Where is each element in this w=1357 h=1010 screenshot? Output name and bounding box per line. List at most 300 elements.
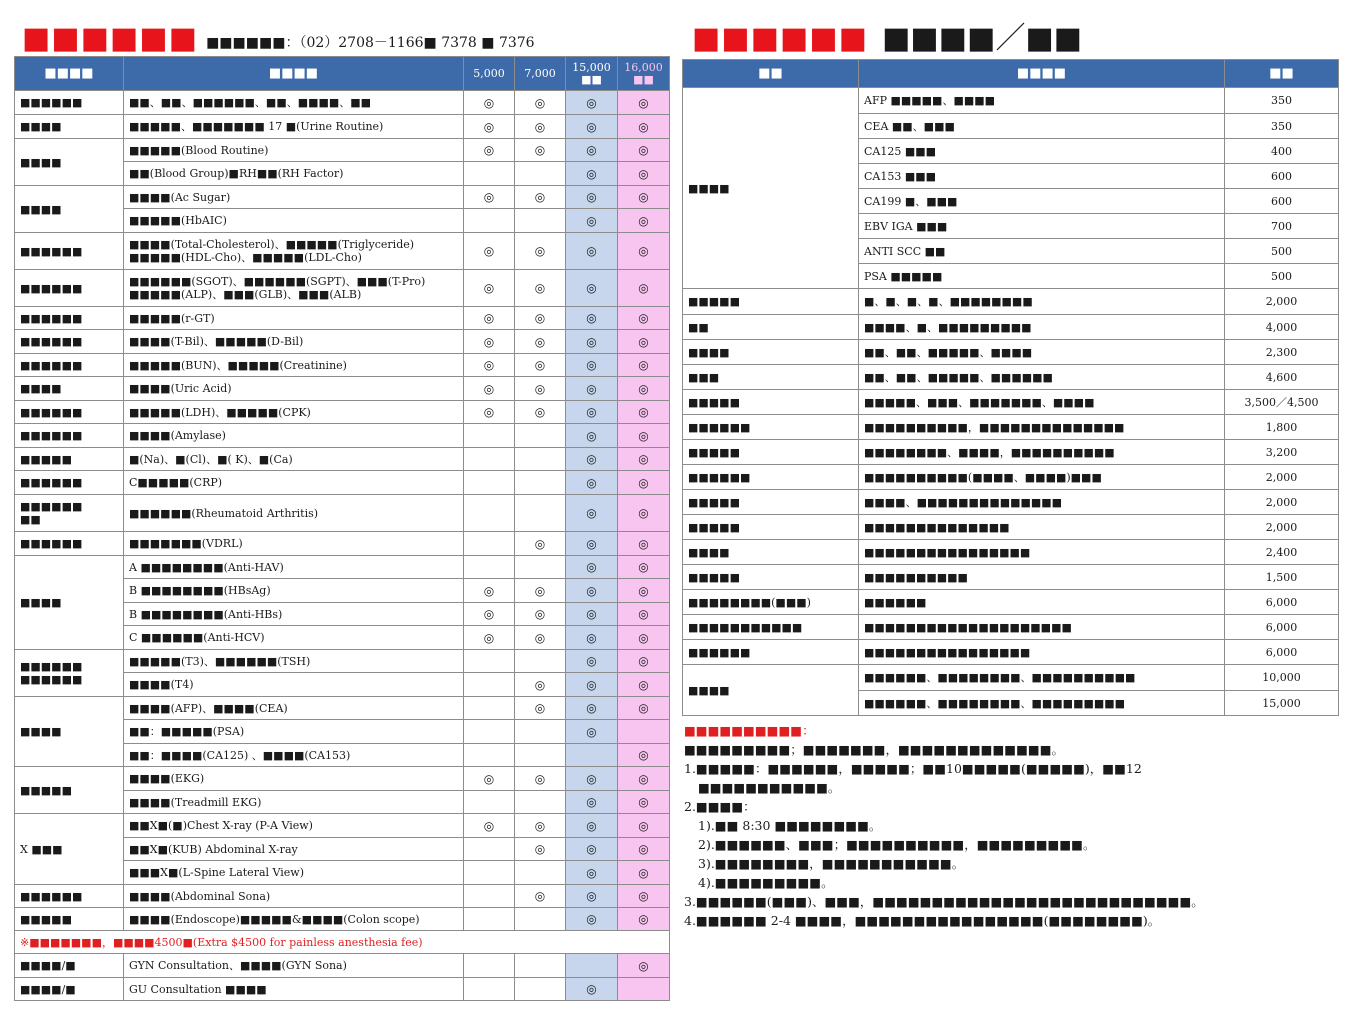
mark-5000: ◎: [464, 186, 515, 209]
mark-15000: ◎: [566, 556, 618, 579]
optional-item-cell: ■■■■■、■■■、■■■■■■■、■■■■: [859, 390, 1225, 415]
col-header-15000-price: 15,000: [572, 60, 611, 74]
mark-15000: ◎: [566, 115, 618, 139]
table-row: [683, 390, 1339, 415]
fee-cell: 600: [1225, 164, 1339, 189]
fee-cell: 6,000: [1225, 590, 1339, 615]
category-cell: [15, 424, 124, 448]
mark-7000: ◎: [515, 115, 566, 139]
mark-5000: [464, 978, 515, 1001]
mark-7000: [515, 720, 566, 744]
mark-16000: ◎: [618, 471, 670, 495]
exam-item-label: C■■■■■(CRP): [129, 476, 223, 489]
exam-item-label: ■■■■(Abdominal Sona): [129, 889, 271, 903]
mark-5000: [464, 838, 515, 861]
category-label: ■■■■■: [20, 912, 72, 926]
mark-15000: ◎: [566, 377, 618, 401]
category-label: ■■■■■■: [20, 281, 83, 295]
mark-5000: ◎: [464, 579, 515, 603]
optional-item-cell: ■■■■■■■■、■■■■，■■■■■■■■■■: [859, 440, 1225, 465]
col-header-5000: 5,000: [464, 57, 515, 91]
optional-item-cell: ■■■■■■、■■■■■■■■、■■■■■■■■■: [859, 691, 1225, 716]
col-header-category: ■■■■: [15, 57, 124, 91]
exam-item-cell: [124, 720, 464, 744]
mark-7000: ◎: [515, 233, 566, 270]
mark-5000: [464, 720, 515, 744]
mark-5000: [464, 556, 515, 579]
mark-15000: ◎: [566, 330, 618, 354]
mark-7000: [515, 162, 566, 186]
optional-items-table: [682, 59, 1339, 716]
mark-15000: [566, 954, 618, 978]
notes-item-2-2: 2).■■■■■■、■■■；■■■■■■■■■■，■■■■■■■■■。: [698, 837, 1096, 852]
exam-item-label: A ■■■■■■■■(Anti-HAV): [129, 560, 284, 574]
mark-7000: ◎: [515, 377, 566, 401]
exam-item-cell: [124, 861, 464, 885]
mark-16000: ◎: [618, 139, 670, 162]
mark-7000: ◎: [515, 139, 566, 162]
category-label: ■■■■■■: [20, 500, 83, 513]
mark-5000: [464, 532, 515, 556]
exam-item-cell: [124, 330, 464, 354]
fee-cell: 15,000: [1225, 691, 1339, 716]
col-header-16000-sub: ■■: [633, 72, 654, 86]
mark-16000: ◎: [618, 532, 670, 556]
category-label: ■■■■■: [20, 452, 72, 466]
optional-category-cell: ■■■■■■■■(■■■): [683, 590, 859, 615]
exam-item-cell: [124, 838, 464, 861]
right-col-header-item: ■■: [683, 60, 859, 88]
category-cell: [15, 814, 124, 885]
table-row: [15, 495, 670, 532]
mark-5000: [464, 650, 515, 673]
exam-item-label: B ■■■■■■■■(HBsAg): [129, 584, 271, 597]
optional-item-cell: ■■■■、■、■■■■■■■■■: [859, 315, 1225, 340]
optional-item-cell: ANTI SCC ■■: [859, 239, 1225, 264]
table-row: [15, 401, 670, 424]
mark-7000: ◎: [515, 354, 566, 377]
optional-item-cell: CA199 ■、■■■: [859, 189, 1225, 214]
category-label: ■■■■■■: [20, 429, 83, 442]
mark-15000: ◎: [566, 814, 618, 838]
table-row: [15, 377, 670, 401]
notes-item-2-4: 4).■■■■■■■■■。: [698, 875, 834, 890]
col-header-15000-sub: ■■: [581, 72, 602, 86]
category-label: ■■■■■■: [20, 358, 83, 372]
mark-15000: ◎: [566, 233, 618, 270]
category-cell: [15, 377, 124, 401]
mark-7000: [515, 209, 566, 233]
exam-package-table: [14, 56, 670, 1001]
mark-16000: ◎: [618, 330, 670, 354]
exam-item-label: ■■■■■■(Rheumatoid Arthritis): [129, 506, 319, 520]
exam-item-cell: [124, 603, 464, 626]
mark-15000: ◎: [566, 767, 618, 791]
mark-15000: ◎: [566, 603, 618, 626]
mark-7000: ◎: [515, 814, 566, 838]
category-cell: [15, 471, 124, 495]
exam-item-label: ■■■■■(BUN)、■■■■■(Creatinine): [129, 358, 347, 372]
table-row: [683, 540, 1339, 565]
category-cell: [15, 885, 124, 908]
table-row: [15, 471, 670, 495]
mark-16000: ◎: [618, 270, 670, 307]
optional-item-cell: ■■■■■■■■■■: [859, 565, 1225, 590]
optional-item-cell: EBV IGA ■■■: [859, 214, 1225, 239]
mark-16000: ◎: [618, 401, 670, 424]
exam-item-label: ■■、■■、■■■■■■、■■、■■■■、■■: [129, 96, 372, 109]
exam-item-cell: [124, 186, 464, 209]
optional-item-cell: ■■■■■■: [859, 590, 1225, 615]
exam-item-cell: [124, 91, 464, 115]
mark-5000: ◎: [464, 330, 515, 354]
category-label: ■■■■/■: [20, 959, 76, 972]
mark-7000: [515, 650, 566, 673]
table-row: [683, 440, 1339, 465]
mark-7000: ◎: [515, 885, 566, 908]
mark-5000: ◎: [464, 91, 515, 115]
table-row: [15, 556, 670, 579]
mark-16000: ◎: [618, 861, 670, 885]
category-label: ■■■■■■: [20, 405, 83, 419]
category-cell: [15, 354, 124, 377]
mark-15000: ◎: [566, 448, 618, 471]
optional-category-cell: ■■■■■: [683, 289, 859, 315]
category-label: ■■■■: [20, 120, 62, 133]
mark-5000: [464, 861, 515, 885]
mark-16000: ◎: [618, 908, 670, 931]
table-row: [15, 307, 670, 330]
mark-7000: [515, 791, 566, 814]
exam-item-label: ■■■■(AFP)、■■■■(CEA): [129, 701, 288, 715]
mark-5000: [464, 209, 515, 233]
mark-16000: ◎: [618, 650, 670, 673]
fee-cell: 6,000: [1225, 640, 1339, 665]
mark-7000: [515, 424, 566, 448]
category-cell: [15, 697, 124, 767]
mark-15000: ◎: [566, 307, 618, 330]
left-page-title: ■■■■■■: [22, 21, 199, 56]
category-label: ■■■■■■: [20, 889, 83, 903]
optional-item-cell: ■■■■■■、■■■■■■■■、■■■■■■■■■■: [859, 665, 1225, 691]
mark-5000: ◎: [464, 377, 515, 401]
fee-cell: 350: [1225, 114, 1339, 139]
optional-category-cell: ■■■: [683, 365, 859, 390]
table-row: [683, 289, 1339, 315]
mark-16000: ◎: [618, 885, 670, 908]
mark-16000: ◎: [618, 838, 670, 861]
exam-item-label: ■■■■(T4): [129, 678, 194, 691]
fee-cell: 2,300: [1225, 340, 1339, 365]
col-header-content: ■■■■: [124, 57, 464, 91]
table-row: [683, 340, 1339, 365]
mark-16000: ◎: [618, 448, 670, 471]
mark-15000: ◎: [566, 978, 618, 1001]
mark-7000: ◎: [515, 767, 566, 791]
mark-16000: ◎: [618, 233, 670, 270]
mark-7000: [515, 861, 566, 885]
exam-item-label: ■■■X■(L-Spine Lateral View): [129, 866, 305, 879]
mark-15000: ◎: [566, 885, 618, 908]
exam-item-label: ■■■■■(LDH)、■■■■■(CPK): [129, 405, 311, 419]
mark-16000: ◎: [618, 556, 670, 579]
mark-15000: ◎: [566, 697, 618, 720]
table-row: [15, 330, 670, 354]
mark-15000: [566, 744, 618, 767]
optional-category-cell: ■■■■: [683, 540, 859, 565]
exam-item-cell: [124, 270, 464, 307]
table-row: [683, 415, 1339, 440]
mark-5000: ◎: [464, 233, 515, 270]
optional-category-cell: ■■■■■: [683, 515, 859, 540]
mark-16000: [618, 720, 670, 744]
fee-cell: 2,000: [1225, 490, 1339, 515]
optional-item-cell: ■■■■■■■■■■■■■■■■■■■■: [859, 615, 1225, 640]
exam-item-label-line2: ■■■■■(HDL-Cho)、■■■■■(LDL-Cho): [129, 251, 362, 264]
optional-category-cell: ■■■■■■: [683, 465, 859, 490]
table-row: [683, 665, 1339, 691]
fee-cell: 10,000: [1225, 665, 1339, 691]
mark-5000: ◎: [464, 270, 515, 307]
mark-16000: ◎: [618, 954, 670, 978]
mark-15000: ◎: [566, 354, 618, 377]
notes-item-2-3: 3).■■■■■■■■，■■■■■■■■■■■。: [698, 856, 965, 871]
mark-15000: ◎: [566, 626, 618, 650]
exam-item-label: ■■(Blood Group)■RH■■(RH Factor): [129, 167, 344, 180]
mark-15000: ◎: [566, 720, 618, 744]
category-cell: [15, 556, 124, 650]
table-row: [15, 115, 670, 139]
mark-15000: ◎: [566, 424, 618, 448]
mark-7000: ◎: [515, 91, 566, 115]
mark-16000: ◎: [618, 495, 670, 532]
mark-15000: ◎: [566, 908, 618, 931]
table-row: [683, 590, 1339, 615]
table-row: [15, 931, 670, 954]
table-row: [683, 490, 1339, 515]
mark-15000: ◎: [566, 270, 618, 307]
optional-item-cell: CA153 ■■■: [859, 164, 1225, 189]
category-label: ■■■■■■: [20, 96, 83, 109]
exam-item-label: ■■■■■■(SGOT)、■■■■■■(SGPT)、■■■(T-Pro): [129, 275, 426, 288]
notes-item-2-1: 1).■■ 8:30 ■■■■■■■■。: [698, 818, 882, 833]
notes-item-1: 1.■■■■■：■■■■■■，■■■■■；■■10■■■■■(■■■■■)，■■12: [684, 761, 1142, 776]
col-header-16000-price: 16,000: [624, 60, 663, 74]
notes-item-1-cont: ■■■■■■■■■■■。: [698, 780, 841, 795]
mark-7000: ◎: [515, 307, 566, 330]
exam-item-cell: [124, 978, 464, 1001]
exam-item-label: ■■X■(KUB) Abdominal X-ray: [129, 842, 298, 856]
mark-5000: ◎: [464, 814, 515, 838]
mark-5000: [464, 424, 515, 448]
fee-cell: 500: [1225, 239, 1339, 264]
exam-item-cell: [124, 115, 464, 139]
fee-cell: 2,000: [1225, 289, 1339, 315]
mark-15000: ◎: [566, 532, 618, 556]
category-cell: [15, 532, 124, 556]
table-row: [15, 424, 670, 448]
mark-15000: ◎: [566, 791, 618, 814]
optional-category-cell: ■■■■■: [683, 390, 859, 415]
category-label-line2: ■■■■■■: [20, 673, 83, 686]
exam-item-cell: [124, 209, 464, 233]
mark-15000: ◎: [566, 186, 618, 209]
anesthesia-notice: ※■■■■■■■，■■■■4500■(Extra $4500 for painless anesthesia fee): [15, 931, 670, 954]
mark-7000: [515, 978, 566, 1001]
fee-cell: 4,600: [1225, 365, 1339, 390]
exam-item-cell: [124, 767, 464, 791]
category-label: ■■■■■: [20, 783, 72, 797]
exam-item-cell: [124, 532, 464, 556]
exam-item-label: GYN Consultation、■■■■(GYN Sona): [129, 959, 347, 972]
mark-15000: ◎: [566, 209, 618, 233]
table-row: [15, 767, 670, 791]
exam-item-cell: [124, 814, 464, 838]
table-row: [15, 697, 670, 720]
fee-cell: 2,000: [1225, 515, 1339, 540]
exam-item-label: ■■■■■、■■■■■■■ 17 ■(Urine Routine): [129, 120, 384, 133]
mark-16000: ◎: [618, 424, 670, 448]
optional-item-cell: ■■■■■■■■■■(■■■■、■■■■)■■■: [859, 465, 1225, 490]
table-row: [683, 565, 1339, 590]
notes-section: [684, 721, 1344, 930]
exam-item-cell: [124, 401, 464, 424]
fee-cell: 700: [1225, 214, 1339, 239]
table-row: [15, 908, 670, 931]
mark-7000: [515, 471, 566, 495]
category-label: ■■■■: [20, 725, 62, 738]
table-row: [15, 139, 670, 162]
category-cell: [15, 270, 124, 307]
optional-category-cell: ■■■■■: [683, 565, 859, 590]
fee-cell: 3,200: [1225, 440, 1339, 465]
exam-item-label: ■(Na)、■(Cl)、■( K)、■(Ca): [129, 452, 293, 466]
exam-item-label: ■■■■(Uric Acid): [129, 382, 232, 395]
mark-16000: ◎: [618, 377, 670, 401]
right-page-subtitle: ■■■■／■■: [882, 21, 1083, 56]
mark-15000: ◎: [566, 861, 618, 885]
exam-item-label: ■■■■(Total-Cholesterol)、■■■■■(Triglyceride): [129, 238, 415, 251]
mark-5000: [464, 954, 515, 978]
exam-item-label: GU Consultation ■■■■: [129, 982, 267, 996]
col-header-7000: 7,000: [515, 57, 566, 91]
category-cell: [15, 330, 124, 354]
mark-15000: ◎: [566, 401, 618, 424]
mark-16000: ◎: [618, 91, 670, 115]
mark-5000: ◎: [464, 354, 515, 377]
optional-item-cell: ■■■■■■■■■■■■■■: [859, 515, 1225, 540]
exam-item-label: ■■■■(Amylase): [129, 429, 226, 442]
mark-16000: ◎: [618, 744, 670, 767]
optional-item-cell: AFP ■■■■■、■■■■: [859, 88, 1225, 114]
optional-category-cell: ■■■■■: [683, 490, 859, 515]
fee-cell: 1,800: [1225, 415, 1339, 440]
exam-item-cell: [124, 307, 464, 330]
exam-item-label: ■■■■(Endoscope)■■■■■&■■■■(Colon scope): [129, 912, 420, 926]
exam-item-cell: [124, 556, 464, 579]
notes-item-2: 2.■■■■：: [684, 799, 756, 814]
mark-7000: ◎: [515, 697, 566, 720]
mark-5000: ◎: [464, 139, 515, 162]
mark-16000: ◎: [618, 626, 670, 650]
table-row: [683, 615, 1339, 640]
table-row: [15, 954, 670, 978]
optional-item-cell: ■、■、■、■、■■■■■■■■: [859, 289, 1225, 315]
mark-15000: ◎: [566, 91, 618, 115]
table-row: [683, 515, 1339, 540]
exam-item-cell: [124, 697, 464, 720]
category-label: ■■■■: [20, 155, 62, 169]
table-row: [15, 650, 670, 673]
fee-cell: 4,000: [1225, 315, 1339, 340]
mark-7000: ◎: [515, 532, 566, 556]
exam-item-label: ■■■■■(Blood Routine): [129, 143, 269, 157]
mark-15000: ◎: [566, 673, 618, 697]
category-cell: [15, 115, 124, 139]
optional-category-cell: ■■■■■■■■■■■: [683, 615, 859, 640]
mark-7000: [515, 744, 566, 767]
table-row: [683, 315, 1339, 340]
mark-5000: ◎: [464, 626, 515, 650]
optional-category-cell: ■■: [683, 315, 859, 340]
exam-item-label: ■■■■(Ac Sugar): [129, 190, 231, 204]
fee-cell: 1,500: [1225, 565, 1339, 590]
exam-item-cell: [124, 650, 464, 673]
mark-15000: ◎: [566, 495, 618, 532]
right-col-header-content: ■■■■: [859, 60, 1225, 88]
mark-5000: ◎: [464, 603, 515, 626]
exam-item-cell: [124, 354, 464, 377]
notes-item-4: 4.■■■■■■ 2-4 ■■■■，■■■■■■■■■■■■■■■■(■■■■■■■■)。: [684, 913, 1161, 928]
fee-cell: 6,000: [1225, 615, 1339, 640]
fee-cell: 600: [1225, 189, 1339, 214]
exam-item-cell: [124, 791, 464, 814]
col-header-15000: [566, 57, 618, 91]
mark-15000: ◎: [566, 579, 618, 603]
mark-7000: [515, 556, 566, 579]
table-row: [15, 233, 670, 270]
exam-item-label: ■■：■■■■(CA125) 、■■■■(CA153): [129, 748, 351, 762]
table-row: [15, 885, 670, 908]
mark-7000: [515, 495, 566, 532]
exam-item-label: ■■■■■(r-GT): [129, 311, 215, 325]
optional-item-cell: CEA ■■、■■■: [859, 114, 1225, 139]
exam-item-cell: [124, 579, 464, 603]
optional-category-cell: ■■■■: [683, 665, 859, 716]
exam-item-cell: [124, 885, 464, 908]
mark-7000: [515, 908, 566, 931]
mark-5000: ◎: [464, 767, 515, 791]
category-cell: [15, 954, 124, 978]
optional-item-cell: CA125 ■■■: [859, 139, 1225, 164]
optional-category-cell: ■■■■■■: [683, 415, 859, 440]
optional-item-cell: ■■■■、■■■■■■■■■■■■■■: [859, 490, 1225, 515]
fee-cell: 2,000: [1225, 465, 1339, 490]
table-row: [15, 448, 670, 471]
category-label: X ■■■: [20, 842, 63, 856]
mark-5000: ◎: [464, 401, 515, 424]
mark-5000: [464, 673, 515, 697]
mark-5000: [464, 885, 515, 908]
category-label-line2: ■■: [20, 513, 41, 526]
mark-7000: [515, 954, 566, 978]
notes-heading: ■■■■■■■■■■：: [684, 723, 815, 738]
exam-item-label: ■■X■(■)Chest X-ray (P-A View): [129, 819, 313, 832]
mark-7000: ◎: [515, 270, 566, 307]
category-label: ■■■■: [20, 202, 62, 216]
mark-5000: [464, 908, 515, 931]
category-label: ■■■■: [20, 382, 62, 395]
